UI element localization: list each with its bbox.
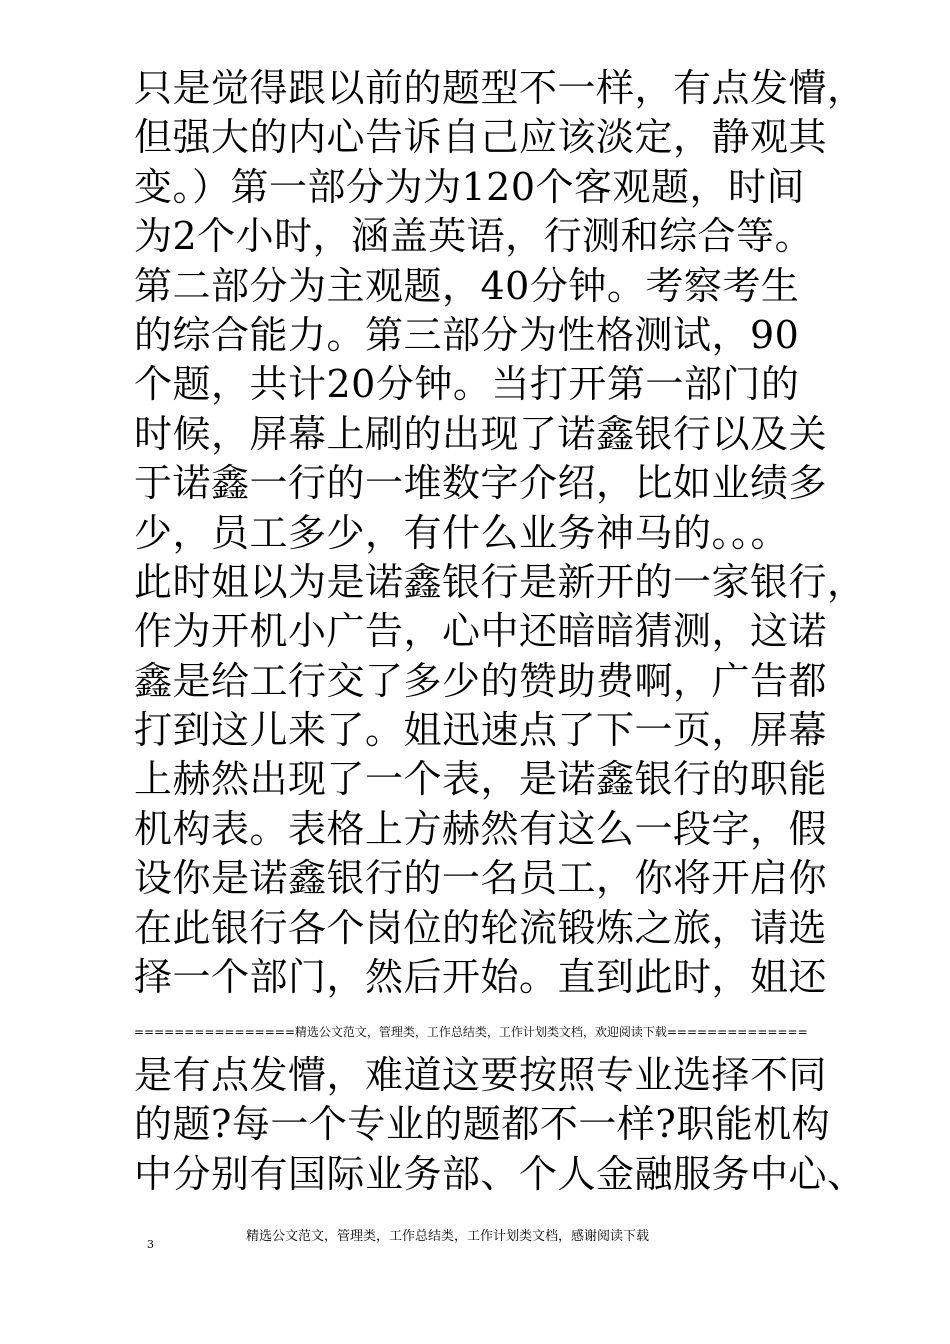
text-line: 时候，屏幕上刷的出现了诺鑫银行以及关 (134, 411, 828, 456)
text-line: 上赫然出现了一个表，是诺鑫银行的职能 (134, 757, 828, 802)
body-text-upper (134, 64, 866, 1002)
text-line: 中分别有国际业务部、个人金融服务中心、 (134, 1151, 866, 1196)
page-break-divider: ================精选公文范文，管理类，工作总结类，工作计划类文档，欢迎阅读下载============== (134, 1025, 808, 1039)
text-line: 但强大的内心告诉自己应该淡定，静观其 (134, 115, 828, 160)
text-line: 择一个部门，然后开始。直到此时，姐还 (134, 955, 828, 1000)
page-number: 3 (147, 1238, 154, 1251)
text-line: 作为开机小广告，心中还暗暗猜测，这诺 (134, 609, 828, 654)
text-line: 机构表。表格上方赫然有这么一段字，假 (134, 806, 828, 851)
text-line: 于诺鑫一行的一堆数字介绍，比如业绩多 (134, 461, 828, 506)
text-line: 个题，共计20分钟。当打开第一部门的 (134, 362, 800, 407)
text-line: 鑫是给工行交了多少的赞助费啊，广告都 (134, 658, 828, 703)
text-line: 打到这儿来了。姐迅速点了下一页，屏幕 (134, 708, 828, 753)
text-line: 少，员工多少，有什么业务神马的。。。 (134, 510, 790, 555)
text-line: 的题?每一个专业的题都不一样?职能机构 (134, 1102, 831, 1147)
text-line: 在此银行各个岗位的轮流锻炼之旅，请选 (134, 905, 828, 950)
text-line: 变。）第一部分为为120个客观题，时间 (134, 164, 806, 209)
body-text-lower (134, 1051, 866, 1199)
text-line: 是有点发懵，难道这要按照专业选择不同 (134, 1053, 828, 1097)
text-line: 只是觉得跟以前的题型不一样，有点发懵， (134, 66, 866, 110)
text-line: 设你是诺鑫银行的一名员工，你将开启你 (134, 856, 828, 901)
text-line: 为2个小时，涵盖英语，行测和综合等。 (134, 214, 814, 259)
page-footer: 精选公文范文，管理类，工作总结类，工作计划类文档，感谢阅读下载 (246, 1229, 650, 1244)
text-line: 第二部分为主观题，40分钟。考察考生 (134, 263, 800, 308)
text-line: 此时姐以为是诺鑫银行是新开的一家银行， (134, 559, 866, 604)
text-line: 的综合能力。第三部分为性格测试，90 (134, 312, 800, 357)
